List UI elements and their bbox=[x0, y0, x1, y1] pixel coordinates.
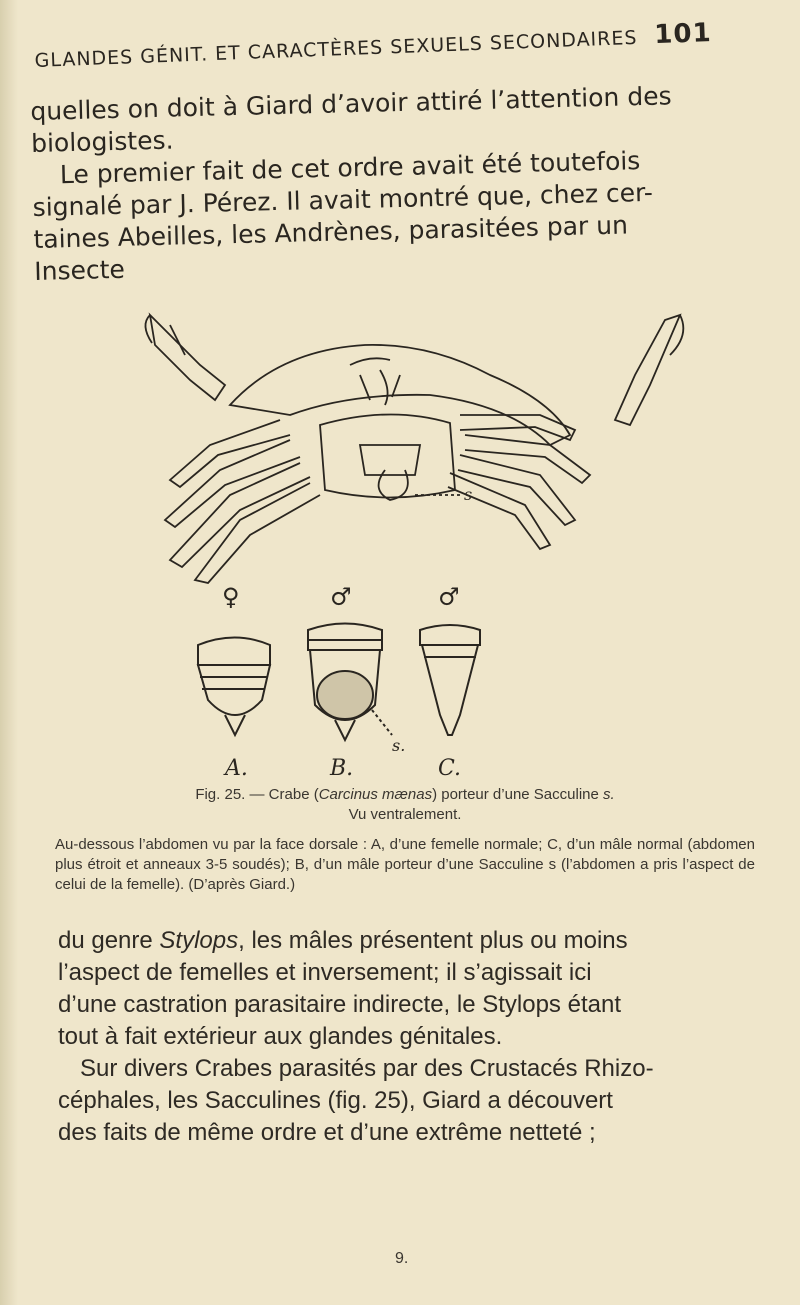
crab-leg-left-4 bbox=[195, 483, 320, 583]
text-line: biologistes. bbox=[30, 125, 174, 158]
figure-caption bbox=[55, 785, 755, 895]
caption-species: Carcinus mænas bbox=[318, 786, 433, 803]
caption-fig-label: Fig. 25. bbox=[195, 786, 246, 803]
sacculine-label-bottom: s. bbox=[392, 736, 406, 755]
bottom-paragraph bbox=[58, 925, 748, 1149]
text-line: Le premier fait de cet ordre avait été toutefois bbox=[59, 146, 641, 190]
panel-label-a: A. bbox=[225, 756, 248, 781]
text-line: Sur divers Crabes parasités par des Crustacés Rhizo- bbox=[80, 1055, 654, 1082]
crab-drawing bbox=[145, 315, 683, 583]
page-number: 101 bbox=[653, 17, 713, 51]
abdomen-a bbox=[198, 638, 270, 736]
crab-right-claw bbox=[615, 315, 680, 425]
male-symbol-b: ♂ bbox=[330, 583, 352, 611]
panel-label-b: B. bbox=[330, 756, 354, 781]
running-head bbox=[34, 16, 765, 74]
text-line: d’une castration parasitaire indirecte, le Stylops étant bbox=[58, 991, 621, 1018]
top-paragraph bbox=[30, 79, 714, 288]
text-line: du genre Stylops, les mâles présentent plus ou moins bbox=[58, 927, 628, 954]
crab-sternum bbox=[320, 414, 455, 497]
caption-title: Fig. 25. — Crabe (Carcinus mænas) porteur d’une Sacculine s. bbox=[195, 786, 615, 803]
abdomen-c bbox=[420, 625, 480, 735]
caption-subline: Vu ventralement. bbox=[348, 806, 462, 823]
crab-figure bbox=[130, 305, 690, 785]
panel-label-c: C. bbox=[438, 756, 462, 781]
page-gutter-shadow bbox=[0, 0, 18, 1305]
signature-mark: 9. bbox=[395, 1250, 409, 1267]
crab-left-claw bbox=[150, 315, 225, 400]
crab-leg-left-1 bbox=[170, 420, 290, 487]
caption-body: Au-dessous l’abdomen vu par la face dorsale : A, d’une femelle normale; C, d’un mâle normal (abdomen plus étroit et anneaux 3-5 soudés); B, d’un mâle porteur d’une Sacculine s (l’abdomen a pris l’aspect de celui de la femelle). (D’après Giard.) bbox=[55, 836, 755, 893]
male-symbol-c: ♂ bbox=[438, 583, 460, 611]
text-line: taines Abeilles, les Andrènes, parasitées par un Insecte bbox=[33, 210, 629, 286]
text-line: céphales, les Sacculines (fig. 25), Giard a découvert bbox=[58, 1087, 613, 1114]
abdomen-b bbox=[308, 624, 392, 741]
crab-abdomen bbox=[360, 445, 420, 475]
text-line: quelles on doit à Giard d’avoir attiré l’attention des bbox=[30, 81, 672, 126]
running-head-title: GLANDES GÉNIT. ET CARACTÈRES SEXUELS SECONDAIRES bbox=[34, 26, 638, 72]
genus-stylops: Stylops bbox=[159, 927, 239, 954]
crab-carapace bbox=[230, 345, 570, 445]
text-line: signalé par J. Pérez. Il avait montré que, chez cer- bbox=[32, 177, 654, 222]
text-line: l’aspect de femelles et inversement; il s’agissait ici bbox=[58, 959, 592, 986]
text-line: des faits de même ordre et d’une extrême netteté ; bbox=[58, 1119, 596, 1146]
text-line: tout à fait extérieur aux glandes génitales. bbox=[58, 1023, 503, 1050]
sacculine-label-top: s bbox=[464, 485, 473, 504]
female-symbol: ♀ bbox=[222, 583, 240, 611]
